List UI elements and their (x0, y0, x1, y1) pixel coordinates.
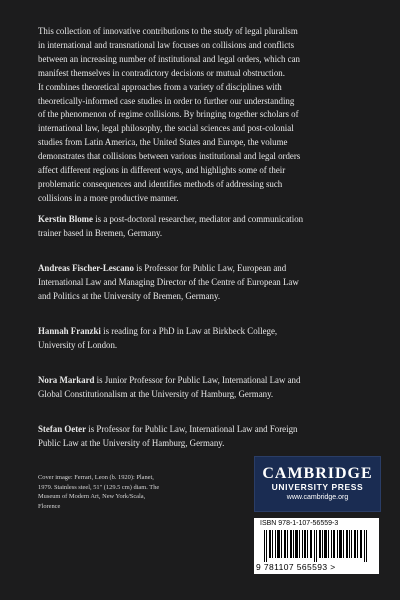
bio-line: Global Constitutionalism at the University of Hamburg, Germany. (38, 388, 274, 399)
description-line: between an increasing number of institutional and legal orders, which can (38, 53, 300, 64)
description-line: studies from Latin America, the United States and Europe, the volume (38, 137, 288, 148)
description-line: theoretically-informed case studies in order to further our understanding (38, 95, 295, 106)
description-line: of the phenomenon of regime collisions. By bringing together scholars of (38, 109, 299, 120)
bio-line: is Professor for Public Law, European and (133, 263, 287, 273)
bio-line: trainer based in Bremen, Germany. (38, 227, 163, 238)
description-line: It combines theoretical approaches from a variety of disciplines with (38, 81, 282, 92)
author-name: Nora Markard (38, 375, 95, 385)
isbn-barcode (254, 518, 379, 574)
description-line: in international and transnational law focuses on collisions and conflicts (38, 39, 295, 50)
author-bio-franzki (38, 325, 368, 353)
credit-line: Museum of Modern Art, New York/Scala, (38, 493, 146, 501)
publisher-name: CAMBRIDGE (262, 465, 373, 482)
publisher-subtitle: UNIVERSITY PRESS (271, 482, 364, 492)
bio-line: International Law and Managing Director of the Centre of European Law (38, 276, 299, 287)
description-line: This collection of innovative contributions to the study of legal pluralism (38, 26, 298, 36)
description-line: problematic consequences and identifies methods of addressing such (38, 178, 283, 189)
credit-line: Cover image: Ferrari, Leon (b. 1920): Planet, (38, 474, 154, 481)
bio-line: and Politics at the University of Bremen, Germany. (38, 290, 221, 301)
author-bio-blome (38, 213, 368, 241)
bio-line: is a post-doctoral researcher, mediator and communication (92, 214, 304, 224)
description-line: manifest themselves in contradictory decisions or mutual obstruction. (38, 67, 285, 78)
isbn-number: ISBN 978-1-107-56559-3 (260, 520, 339, 527)
author-bio-fischer-lescano (38, 262, 368, 304)
bio-line: University of London. (38, 339, 118, 350)
description-line: collisions in a more productive manner. (38, 192, 179, 203)
author-bio-markard (38, 374, 368, 402)
bio-line: Public Law at the University of Hamburg, Germany. (38, 437, 225, 448)
credit-line: Florence (38, 502, 61, 510)
publisher-url: www.cambridge.org (286, 494, 349, 501)
bio-line: is Junior Professor for Public Law, International Law and (94, 375, 301, 385)
cover-image-credit (38, 473, 218, 511)
barcode-digits: 9 781107 565593 > (256, 562, 336, 572)
book-description (38, 25, 368, 206)
description-line: demonstrates that collisions between various institutional and legal orders (38, 151, 301, 162)
bio-line: is reading for a PhD in Law at Birkbeck College, (100, 326, 278, 336)
description-line: international law, legal philosophy, the social sciences and post-colonial (38, 123, 294, 134)
description-line: affect different regions in different ways, and highlights some of their (38, 165, 286, 176)
author-name: Stefan Oeter (38, 424, 87, 434)
bio-line: is Professor for Public Law, International Law and Foreign (86, 424, 298, 434)
author-bio-oeter (38, 423, 368, 451)
publisher-logo (254, 456, 381, 512)
author-name: Hannah Franzki (38, 326, 101, 336)
author-name: Andreas Fischer-Lescano (38, 263, 134, 273)
author-name: Kerstin Blome (38, 214, 93, 224)
credit-line: 1979. Stainless steel, 51" (129.5 cm) diam. The (38, 483, 160, 491)
barcode-icon (264, 530, 369, 562)
